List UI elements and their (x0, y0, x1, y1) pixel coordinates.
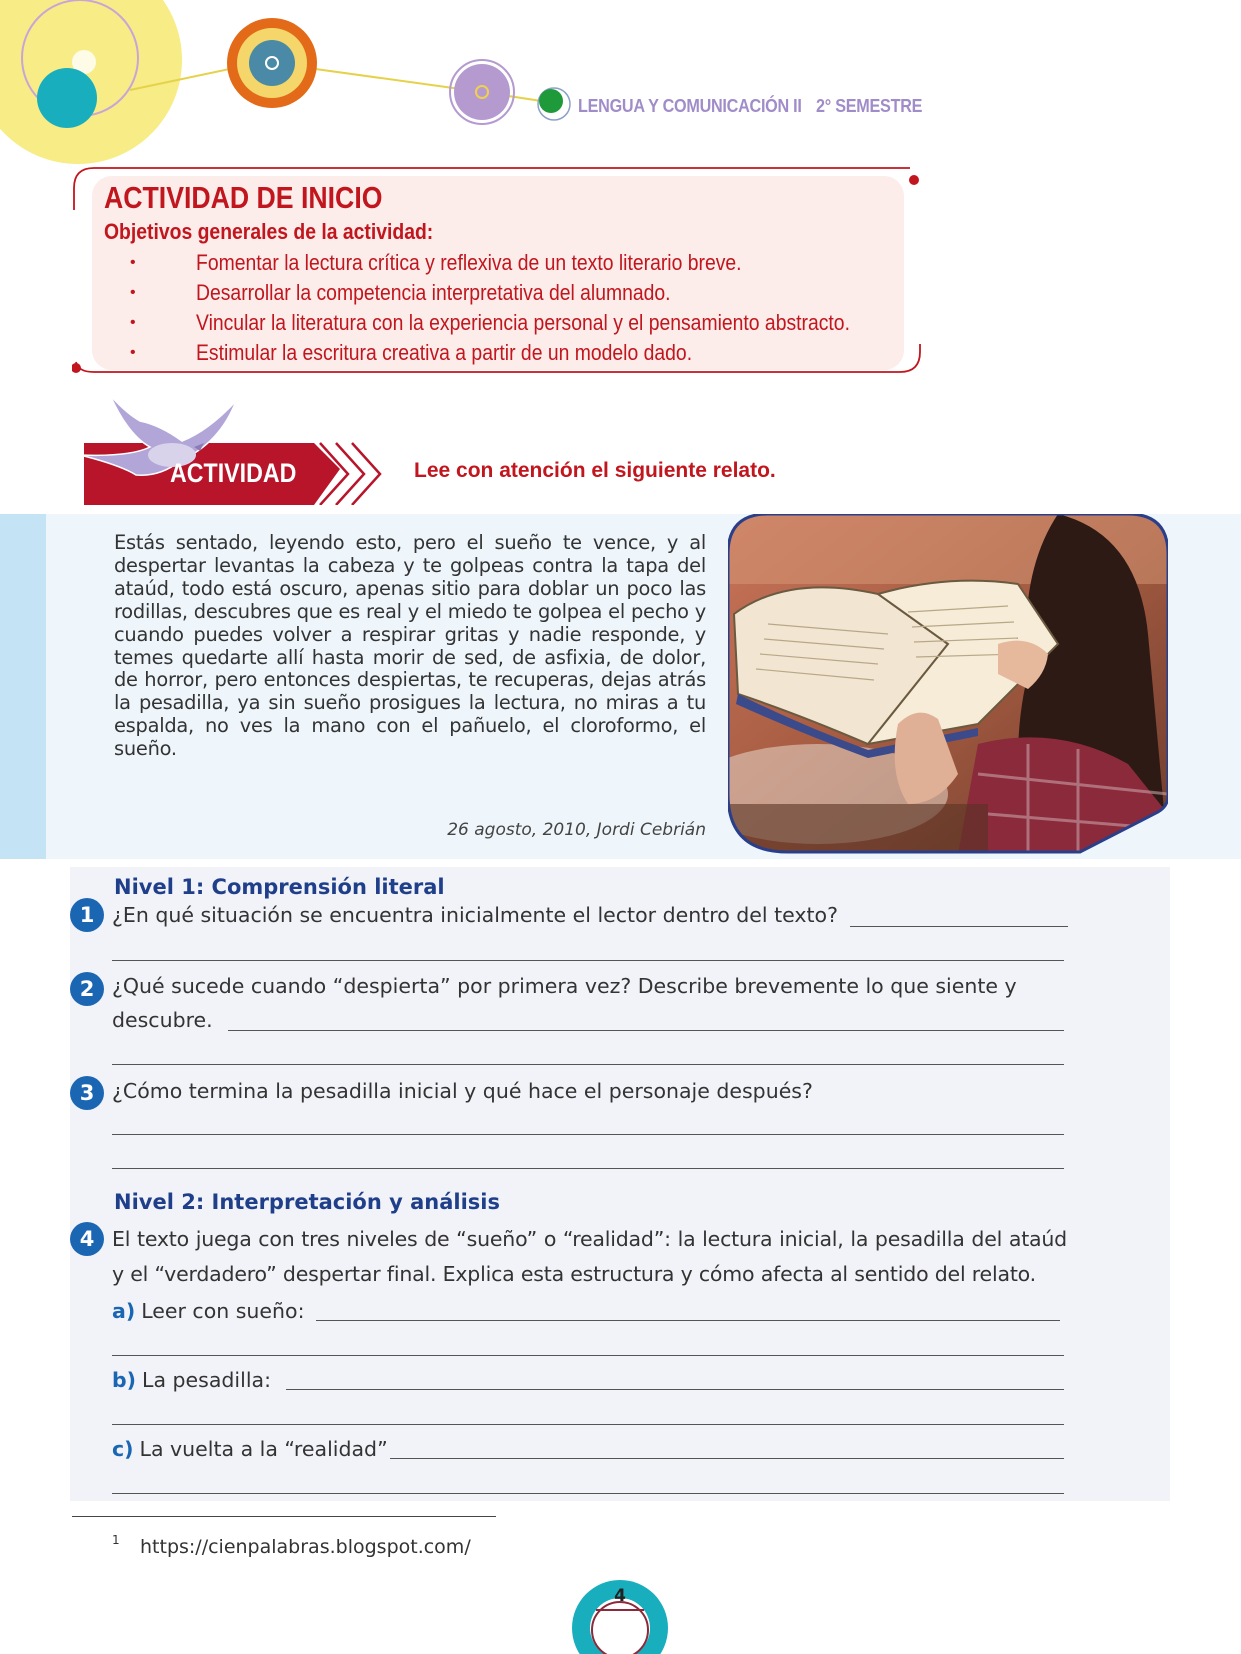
subquestion-label: La pesadilla: (142, 1368, 271, 1392)
subquestion-letter: b) (112, 1368, 137, 1392)
course-header (578, 96, 922, 117)
footnote-number: 1 (112, 1533, 120, 1547)
reading-stripe (0, 514, 46, 859)
semester-label: 2° SEMESTRE (816, 96, 923, 116)
subquestion-c (112, 1437, 388, 1461)
activity-label: ACTIVIDAD (170, 458, 297, 488)
subquestion-letter: c) (112, 1437, 134, 1461)
footnote-link[interactable]: https://cienpalabras.blogspot.com/ (140, 1536, 471, 1558)
question-number-1: 1 (70, 898, 104, 932)
footnote-rule (72, 1516, 496, 1517)
subquestion-label: Leer con sueño: (141, 1299, 305, 1323)
subquestion-a (112, 1299, 304, 1323)
answer-line[interactable] (850, 926, 1068, 927)
objectives-title: ACTIVIDAD DE INICIO (104, 180, 383, 215)
answer-line[interactable] (112, 1134, 1064, 1135)
answer-line[interactable] (112, 960, 1064, 961)
question-2-text: ¿Qué sucede cuando “despierta” por primera vez? Describe brevemente lo que siente y (112, 974, 1017, 998)
answer-line[interactable] (112, 1355, 1064, 1356)
answer-line[interactable] (112, 1424, 1064, 1425)
question-number-2: 2 (70, 972, 104, 1006)
answer-line[interactable] (112, 1493, 1064, 1494)
story-source: 26 agosto, 2010, Jordi Cebrián (447, 820, 706, 840)
answer-line[interactable] (228, 1030, 1064, 1031)
course-name: LENGUA Y COMUNICACIÓN II (578, 96, 802, 116)
answer-line[interactable] (390, 1458, 1064, 1459)
story-text: Estás sentado, leyendo esto, pero el sueño te vence, y al despertar levantas la cabeza y te golpeas contra la tapa del ataúd, todo está oscuro, apenas sitio para doblar un poco las rodillas, descubres que es real y el miedo te golpea el pecho y cuando puedes volver a respirar gritas y nadie responde, y temes quedarte allí hasta morir de sed, de asfixia, de dolor, de horror, pero entonces despiertas, te recuperas, dejas atrás la pesadilla, ya sin sueño prosigues la lectura, no miras a tu espalda, no ves la mano con el pañuelo, el cloroformo, el sueño. (114, 531, 706, 761)
leaf-icon (538, 88, 570, 120)
question-1-text: ¿En qué situación se encuentra inicialmente el lector dentro del texto? (112, 903, 838, 927)
question-number-4: 4 (70, 1222, 104, 1256)
questions-background (70, 867, 1170, 1501)
question-4-text: El texto juega con tres niveles de “sueño” o “realidad”: la lectura inicial, la pesadilla del ataúd y el “verdadero” despertar final. Explica esta estructura y cómo afecta al sentido del relato. (112, 1227, 1067, 1286)
answer-line[interactable] (316, 1320, 1060, 1321)
subquestion-letter: a) (112, 1299, 136, 1323)
answer-line[interactable] (112, 1064, 1064, 1065)
activity-instruction: Lee con atención el siguiente relato. (414, 459, 776, 482)
header-decoration (0, 0, 1241, 170)
question-number-3: 3 (70, 1076, 104, 1110)
level-2-title: Nivel 2: Interpretación y análisis (114, 1190, 500, 1214)
objectives-subtitle: Objetivos generales de la actividad: (104, 219, 434, 244)
page-number: 4 (614, 1586, 626, 1606)
subquestion-b (112, 1368, 271, 1392)
answer-line[interactable] (112, 1168, 1064, 1169)
level-1-title: Nivel 1: Comprensión literal (114, 875, 445, 899)
subquestion-label: La vuelta a la “realidad” (139, 1437, 388, 1461)
reading-photo (728, 514, 1168, 854)
question-3-text: ¿Cómo termina la pesadilla inicial y qué hace el personaje después? (112, 1079, 813, 1103)
question-2-text-cont: descubre. (112, 1008, 213, 1032)
answer-line[interactable] (286, 1389, 1064, 1390)
